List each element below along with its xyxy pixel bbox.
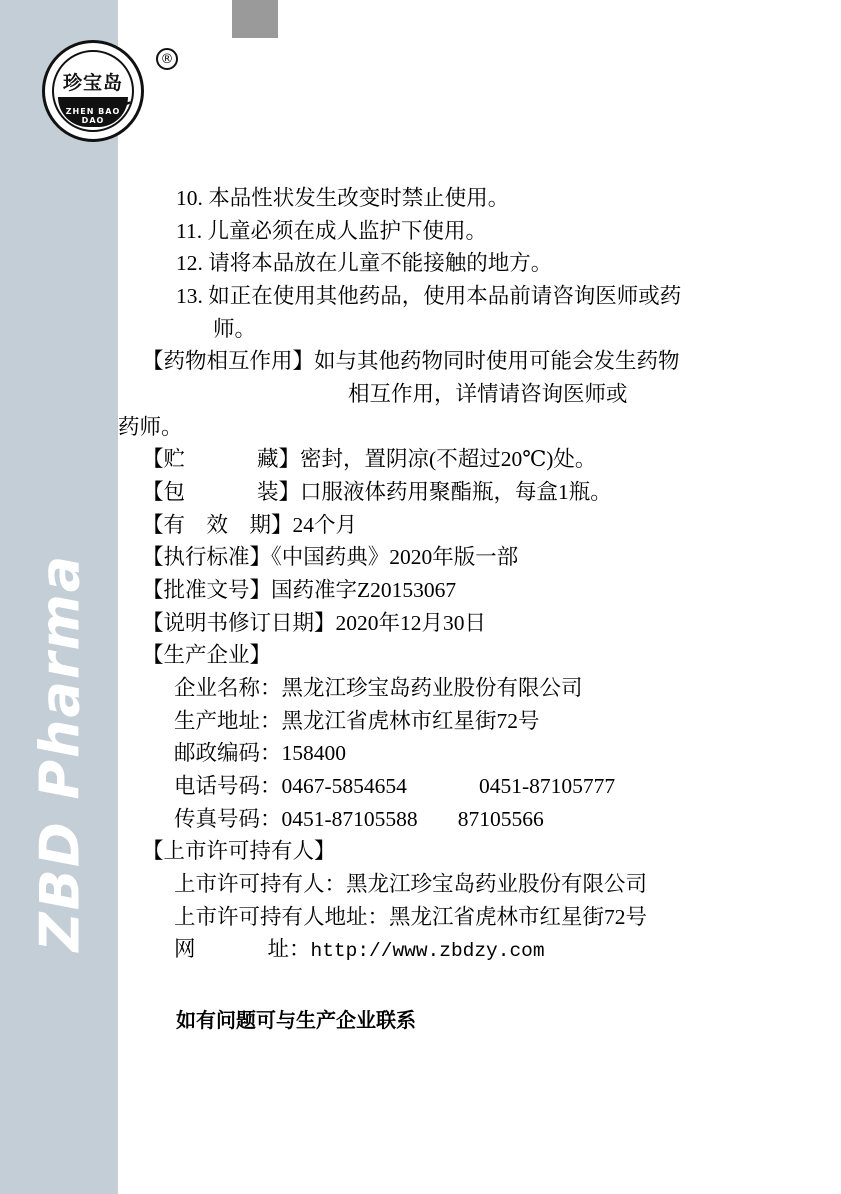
- section-mah: [142, 835, 818, 868]
- logo-brand-characters: 珍宝岛: [62, 72, 123, 94]
- section-label-end: 装】: [257, 480, 301, 505]
- notice-text: 请将本品放在儿童不能接触的地方。: [208, 251, 553, 276]
- section-value: 2020年12月30日: [335, 610, 487, 635]
- row-value: 黑龙江省虎林市红星街72号: [281, 708, 540, 733]
- notice-item: [176, 182, 818, 215]
- logo-circle-outer: [42, 40, 144, 142]
- row-key: 上市许可持有人地址：: [174, 904, 390, 929]
- notice-number: 10.: [176, 186, 203, 210]
- package-insert-text: [118, 182, 818, 1035]
- left-side-band: [0, 0, 118, 1194]
- section-revision-date: [142, 607, 818, 640]
- top-grey-tab: [232, 0, 278, 38]
- section-label: 【药物相互作用】: [142, 349, 315, 374]
- notice-number: 11.: [176, 218, 203, 243]
- section-drug-interaction: [142, 345, 818, 378]
- row-value-secondary: 87105566: [457, 806, 544, 831]
- row-key: 生产地址：: [174, 708, 282, 733]
- registered-trademark-icon: ®: [156, 48, 178, 70]
- section-value: 《中国药典》2020年版一部: [271, 545, 519, 570]
- manufacturer-row: [174, 770, 818, 803]
- website-label-b: 址：: [267, 937, 311, 962]
- notice-item: [176, 215, 818, 248]
- mah-row: [174, 868, 818, 901]
- logo-circle-inner: [52, 50, 134, 132]
- section-storage: [142, 443, 818, 476]
- section-label: 【批准文号】: [142, 578, 272, 603]
- notice-text: 本品性状发生改变时禁止使用。: [208, 186, 510, 210]
- row-key: 企业名称：: [174, 676, 282, 701]
- section-label: 【执行标准】: [142, 545, 272, 570]
- notice-number: 12.: [176, 251, 203, 276]
- notice-number: 13.: [176, 284, 203, 309]
- company-logo: [30, 30, 190, 150]
- row-value: 黑龙江省虎林市红星街72号: [389, 904, 648, 929]
- section-drug-interaction-line2: 相互作用，详情请咨询医师或: [348, 382, 628, 407]
- row-key: 传真号码：: [174, 806, 282, 831]
- section-standard: [142, 541, 818, 574]
- manufacturer-row: [174, 803, 818, 836]
- mah-website-row: [174, 933, 818, 967]
- row-value: 0467-5854654: [281, 774, 407, 799]
- row-value-secondary: 0451-87105777: [478, 774, 616, 799]
- manufacturer-row: [174, 737, 818, 770]
- row-key: 电话号码：: [174, 774, 282, 799]
- section-drug-interaction-line3: 药师。: [118, 414, 183, 439]
- brand-vertical-text: ZBD Pharma: [28, 553, 92, 952]
- row-value: 黑龙江珍宝岛药业股份有限公司: [281, 676, 583, 701]
- row-value: 158400: [281, 741, 347, 766]
- section-validity: [142, 509, 818, 542]
- section-approval-number: [142, 574, 818, 607]
- section-value: 国药准字Z20153067: [271, 578, 457, 603]
- notice-text: 如正在使用其他药品，使用本品前请咨询医师或药: [208, 284, 682, 309]
- row-value: 黑龙江珍宝岛药业股份有限公司: [346, 872, 648, 897]
- section-package: [142, 476, 818, 509]
- section-label: 【有 效 期】: [142, 512, 293, 537]
- notice-item-continuation: 师。: [213, 316, 257, 341]
- manufacturer-row: [174, 672, 818, 705]
- section-label: 【说明书修订日期】: [142, 610, 336, 635]
- section-label-end: 藏】: [257, 447, 301, 472]
- section-label: 【上市许可持有人】: [142, 839, 336, 864]
- row-key: 邮政编码：: [174, 741, 282, 766]
- manufacturer-row: [174, 705, 818, 738]
- mah-row: [174, 901, 818, 934]
- notice-item: [176, 280, 818, 313]
- section-value: 密封，置阴凉(不超过20℃)处。: [300, 447, 597, 472]
- section-label: 【贮: [142, 447, 186, 472]
- section-value: 口服液体药用聚酯瓶，每盒1瓶。: [300, 480, 612, 505]
- section-value: 如与其他药物同时使用可能会发生药物: [314, 349, 680, 374]
- notice-text: 儿童必须在成人监护下使用。: [207, 218, 487, 243]
- section-label: 【包: [142, 480, 186, 505]
- row-value: 0451-87105588: [281, 806, 418, 831]
- section-manufacturer: [142, 639, 818, 672]
- logo-pinyin-text: ZHEN BAO DAO: [65, 107, 121, 125]
- notice-item: [176, 247, 818, 280]
- contact-footnote: 如有问题可与生产企业联系: [176, 1008, 416, 1033]
- section-value: 24个月: [292, 512, 358, 537]
- row-key: 上市许可持有人：: [174, 872, 347, 897]
- section-label: 【生产企业】: [142, 643, 272, 668]
- website-url: http://www.zbdzy.com: [310, 940, 545, 963]
- website-label-a: 网: [174, 937, 196, 962]
